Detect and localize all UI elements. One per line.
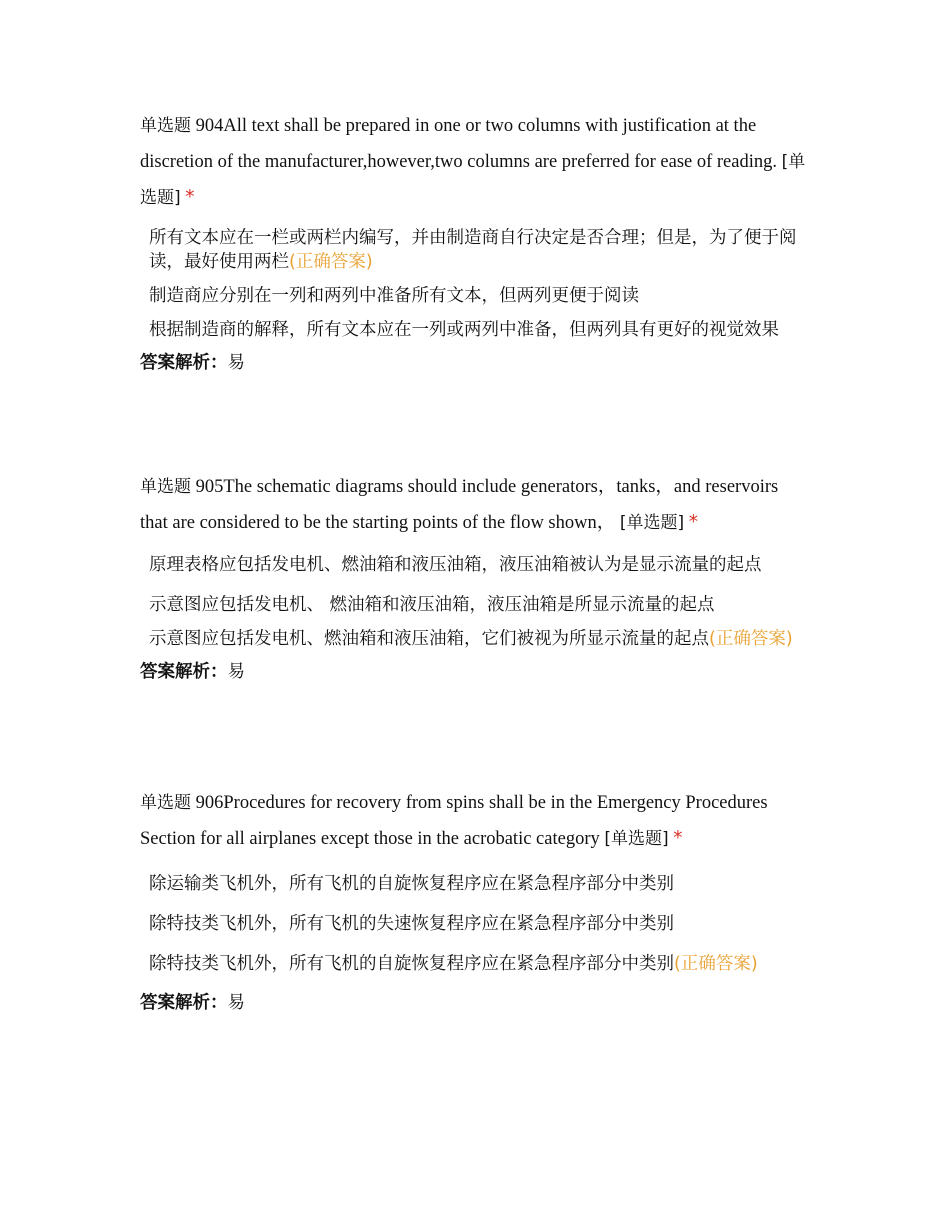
analysis-label: 答案解析：: [140, 662, 228, 682]
question-905: [140, 469, 810, 684]
option-item[interactable]: [149, 553, 810, 577]
option-item[interactable]: [149, 318, 810, 342]
option-item[interactable]: [149, 226, 810, 274]
question-text: 904All text shall be prepared in one or two columns with justification at the discretion of the manufacturer,however,two columns are preferred for ease of reading.: [140, 116, 782, 172]
correct-answer-label: (正确答案): [709, 629, 793, 649]
option-list: [149, 872, 810, 976]
option-text: 示意图应包括发电机、 燃油箱和液压油箱，液压油箱是所显示流量的起点: [149, 595, 715, 615]
option-text: 制造商应分别在一列和两列中准备所有文本，但两列更便于阅读: [149, 286, 639, 306]
answer-analysis: [140, 991, 810, 1015]
option-list: [149, 226, 810, 342]
option-text: 根据制造商的解释，所有文本应在一列或两列中准备，但两列具有更好的视觉效果: [149, 320, 779, 340]
question-type-label: 单选题: [140, 116, 191, 136]
question-title: [140, 785, 810, 857]
option-text: 除特技类飞机外，所有飞机的失速恢复程序应在紧急程序部分中类别: [149, 914, 674, 934]
option-item[interactable]: [149, 872, 810, 896]
correct-answer-label: (正确答案): [289, 252, 373, 272]
correct-answer-label: (正确答案): [674, 954, 758, 974]
question-text: 906Procedures for recovery from spins shall be in the Emergency Procedures Section for all airplanes except those in the acrobatic category: [140, 793, 768, 849]
question-906: [140, 785, 810, 1015]
question-type-label: 单选题: [140, 793, 191, 813]
option-text: 原理表格应包括发电机、燃油箱和液压油箱，液压油箱被认为是显示流量的起点: [149, 555, 762, 575]
option-text: 所有文本应在一栏或两栏内编写，并由制造商自行决定是否合理；但是，为了便于阅读，最好使用两栏: [149, 228, 797, 272]
required-mark: *: [185, 187, 195, 208]
question-title: [140, 469, 810, 541]
question-text: 905The schematic diagrams should include generators，tanks，and reservoirs that are considered to be the starting points of the flow shown，: [140, 477, 779, 533]
required-mark: *: [688, 512, 699, 533]
question-type-tag: [单选题]: [140, 152, 806, 208]
question-title: [140, 108, 810, 216]
option-item[interactable]: [149, 627, 810, 651]
analysis-value: 易: [227, 353, 245, 373]
question-type-tag: [单选题]: [604, 829, 669, 849]
analysis-label: 答案解析：: [140, 993, 228, 1013]
option-text: 示意图应包括发电机、燃油箱和液压油箱，它们被视为所显示流量的起点: [149, 629, 709, 649]
option-item[interactable]: [149, 593, 810, 617]
answer-analysis: [140, 660, 810, 684]
answer-analysis: [140, 351, 810, 375]
analysis-label: 答案解析：: [140, 353, 228, 373]
option-list: [149, 553, 810, 651]
question-type-label: 单选题: [140, 477, 191, 497]
analysis-value: 易: [227, 993, 245, 1013]
question-904: [140, 108, 810, 375]
option-item[interactable]: [149, 284, 810, 308]
option-text: 除特技类飞机外，所有飞机的自旋恢复程序应在紧急程序部分中类别: [149, 954, 674, 974]
option-text: 除运输类飞机外，所有飞机的自旋恢复程序应在紧急程序部分中类别: [149, 874, 674, 894]
option-item[interactable]: [149, 952, 810, 976]
analysis-value: 易: [227, 662, 245, 682]
question-type-tag: [单选题]: [619, 513, 685, 533]
required-mark: *: [673, 828, 683, 849]
option-item[interactable]: [149, 912, 810, 936]
